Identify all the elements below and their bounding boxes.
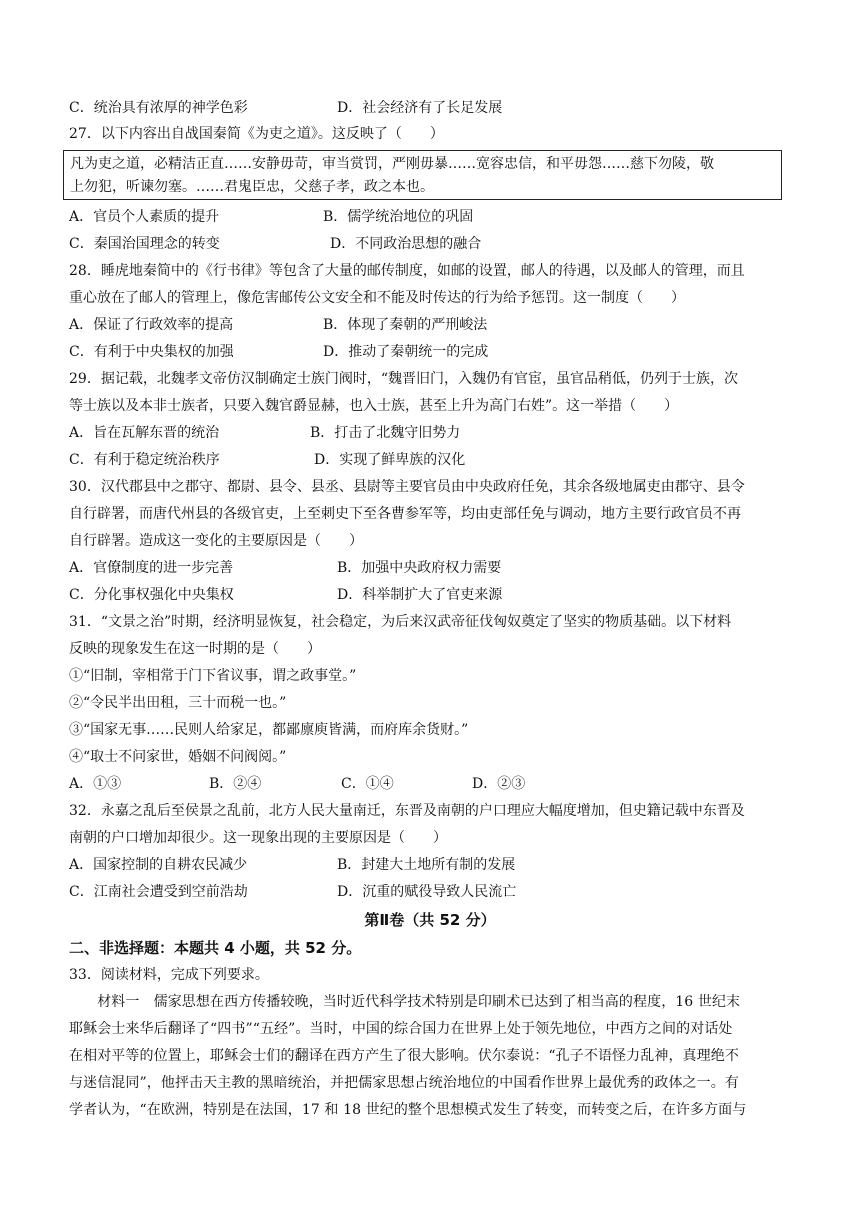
q31-stem-line-2: 反映的现象发生在这一时期的是（ ） — [69, 641, 321, 657]
q28-stem-line-2: 重心放在了邮人的管理上，像危害邮传公文安全和不能及时传达的行为给予惩罚。这一制度（ ） — [69, 290, 685, 306]
q27-quote-box — [63, 150, 782, 200]
q32-option-d: D．沉重的赋役导致人民流亡 — [337, 884, 517, 900]
q33-material-line-3: 在相对平等的位置上，耶稣会士们的翻译在西方产生了很大影响。伏尔泰说：“孔子不语怪力乱神，真理绝不 — [69, 1048, 739, 1064]
q31-option-d: D．②③ — [472, 776, 526, 792]
q28-option-d: D．推动了秦朝统一的完成 — [323, 344, 489, 360]
q33-material-line-5: 学者认为，“在欧洲，特别是在法国，17 和 18 世纪的整个思想模式发生了转变，而转变之后，在许多方面与 — [69, 1102, 747, 1118]
q26-option-c: C．统治具有浓厚的神学色彩 — [69, 100, 248, 116]
part2-heading: 二、非选择题：本题共 4 小题，共 52 分。 — [69, 939, 362, 957]
q27-option-a: A．官员个人素质的提升 — [69, 209, 220, 225]
q29-option-d: D．实现了鲜卑族的汉化 — [314, 452, 466, 468]
q31-option-a: A．①③ — [69, 776, 122, 792]
q27-option-c: C．秦国治国理念的转变 — [69, 236, 220, 252]
q29-stem-line-1: 29．据记载，北魏孝文帝仿汉制确定士族门阀时，“魏晋旧门，入魏仍有官宦，虽官品稍低，仍列于士族，次 — [69, 371, 738, 387]
q28-stem-line-1: 28．睡虎地秦简中的《行书律》等包含了大量的邮传制度，如邮的设置，邮人的待遇，以及邮人的管理，而且 — [69, 263, 745, 279]
q31-stem-line-1: 31．“文景之治”时期，经济明显恢复，社会稳定，为后来汉武帝征伐匈奴奠定了坚实的物质基础。以下材料 — [69, 614, 732, 630]
q29-stem-line-2: 等士族以及本非士族者，只要入魏官爵显赫，也入士族，甚至上升为高门右姓”。这一举措（ ） — [69, 398, 679, 414]
q29-option-c: C．有利于稳定统治秩序 — [69, 452, 220, 468]
q26-option-d: D．社会经济有了长足发展 — [337, 100, 503, 116]
q30-stem-line-2: 自行辟署，而唐代州县的各级官吏，上至刺史下至各曹参军等，均由吏部任免与调动，地方主要行政官员不再 — [69, 506, 741, 522]
q27-option-b: B．儒学统治地位的巩固 — [323, 209, 474, 225]
q31-item-4: ④“取士不问家世，婚姻不问阀阅。” — [69, 749, 287, 765]
q30-stem-line-1: 30．汉代郡县中之郡守、都尉、县令、县丞、县尉等主要官员由中央政府任免，其余各级地属吏由郡守、县令 — [69, 479, 745, 495]
q32-stem-line-1: 32．永嘉之乱后至侯景之乱前，北方人民大量南迁，东晋及南朝的户口理应大幅度增加，但史籍记载中东晋及 — [69, 803, 745, 819]
q29-option-a: A．旨在瓦解东晋的统治 — [69, 425, 220, 441]
q32-option-c: C．江南社会遭受到空前浩劫 — [69, 884, 248, 900]
q32-stem-line-2: 南朝的户口增加却很少。这一现象出现的主要原因是（ ） — [69, 830, 447, 846]
q27-option-d: D．不同政治思想的融合 — [330, 236, 482, 252]
q27-quote-line-2: 上勿犯，听谏勿塞。……君鬼臣忠，父慈子孝，政之本也。 — [70, 179, 434, 195]
q33-material-line-4: 与迷信混同”，他抨击天主教的黑暗统治，并把儒家思想占统治地位的中国看作世界上最优秀的政体之一。有 — [69, 1075, 739, 1091]
q33-stem: 33．阅读材料，完成下列要求。 — [69, 967, 269, 983]
q30-option-c: C．分化事权强化中央集权 — [69, 587, 234, 603]
q28-option-a: A．保证了行政效率的提高 — [69, 317, 234, 333]
q28-option-c: C．有利于中央集权的加强 — [69, 344, 234, 360]
q32-option-a: A．国家控制的自耕农民减少 — [69, 857, 248, 873]
q33-material-line-1: 材料一 儒家思想在西方传播较晚，当时近代科学技术特别是印刷术已达到了相当高的程度，16 世纪末 — [69, 994, 741, 1010]
q31-option-c: C．①④ — [341, 776, 394, 792]
q30-option-d: D．科举制扩大了官吏来源 — [337, 587, 503, 603]
q33-material-line-2: 耶稣会士来华后翻译了“四书”“五经”。当时，中国的综合国力在世界上处于领先地位，中西方之间的对话处 — [69, 1021, 733, 1037]
q31-item-2: ②“令民半出田租，三十而税一也。” — [69, 695, 287, 711]
q30-option-a: A．官僚制度的进一步完善 — [69, 560, 234, 576]
q32-option-b: B．封建大土地所有制的发展 — [337, 857, 516, 873]
q31-item-1: ①“旧制，宰相常于门下省议事，谓之政事堂。” — [69, 668, 357, 684]
q31-option-b: B．②④ — [209, 776, 262, 792]
q28-option-b: B．体现了秦朝的严刑峻法 — [323, 317, 488, 333]
q27-quote-line-1: 凡为吏之道，必精洁正直……安静毋苛，审当赏罚，严刚毋暴……宽容忠信，和平毋怨……慈下勿陵，敬 — [70, 156, 714, 172]
q30-stem-line-3: 自行辟署。造成这一变化的主要原因是（ ） — [69, 533, 363, 549]
q29-option-b: B．打击了北魏守旧势力 — [310, 425, 461, 441]
part2-title: 第Ⅱ卷（共 52 分） — [364, 911, 496, 929]
q27-stem: 27．以下内容出自战国秦简《为吏之道》。这反映了（ ） — [69, 126, 444, 142]
q30-option-b: B．加强中央政府权力需要 — [337, 560, 502, 576]
q31-item-3: ③“国家无事……民则人给家足，都鄙廪庾皆满，而府库余货财。” — [69, 722, 469, 738]
